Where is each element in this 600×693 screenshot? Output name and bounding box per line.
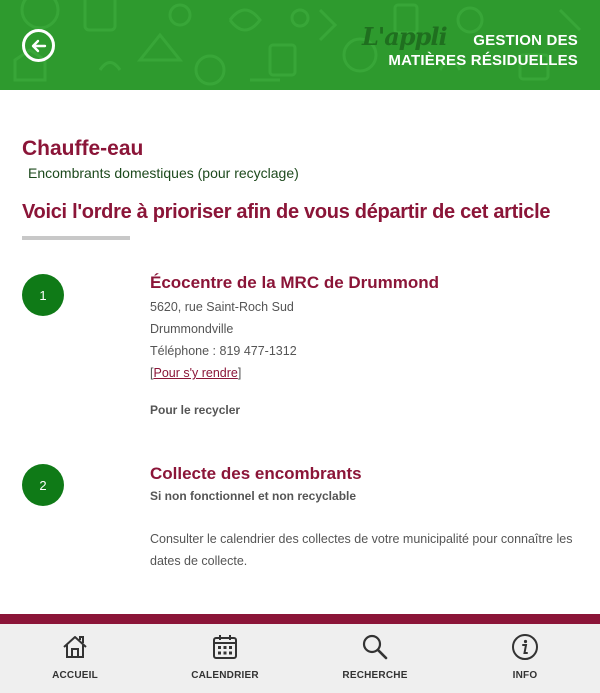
step-1-title: Écocentre de la MRC de Drummond: [150, 273, 440, 292]
link-bracket-open: [: [150, 366, 154, 380]
back-button[interactable]: [22, 29, 55, 62]
nav-label: INFO: [512, 670, 538, 681]
app-header: [0, 0, 600, 90]
item-title: Chauffe-eau: [22, 137, 144, 160]
back-arrow-icon: [31, 38, 47, 54]
step-1-directions: [150, 366, 241, 380]
step-1-city: Drummondville: [150, 322, 234, 336]
app-title: [388, 31, 578, 71]
brand-script-logo: L'appli: [362, 22, 447, 51]
nav-label: RECHERCHE: [342, 670, 408, 681]
nav-calendrier[interactable]: [150, 624, 300, 693]
link-bracket-close: ]: [237, 366, 242, 380]
nav-accueil[interactable]: [0, 624, 150, 693]
nav-label: CALENDRIER: [191, 670, 259, 681]
info-icon: [510, 632, 540, 662]
step-2-condition: Si non fonctionnel et non recyclable: [150, 489, 357, 503]
step-1-address: 5620, rue Saint-Roch Sud: [150, 300, 294, 314]
nav-label: ACCUEIL: [52, 670, 98, 681]
step-number-badge: 2: [22, 464, 64, 506]
step-number-badge: 1: [22, 274, 64, 316]
app-title-line1: GESTION DES: [473, 32, 578, 49]
nav-info[interactable]: [450, 624, 600, 693]
priority-heading: Voici l'ordre à prioriser afin de vous départir de cet article: [22, 201, 551, 223]
step-2-description: Consulter le calendrier des collectes de votre municipalité pour connaître les dates de collecte.: [150, 532, 573, 568]
nav-recherche[interactable]: [300, 624, 450, 693]
search-icon: [360, 632, 390, 662]
calendar-icon: [210, 632, 240, 662]
bottom-nav: [0, 624, 600, 693]
app-brand: [348, 22, 578, 74]
step-1-action: Pour le recycler: [150, 403, 241, 417]
heading-underline: [22, 236, 130, 240]
home-icon: [60, 632, 90, 662]
step-2-title: Collecte des encombrants: [150, 464, 362, 483]
step-1-phone: Téléphone : 819 477-1312: [150, 344, 297, 358]
directions-link[interactable]: Pour s'y rendre: [153, 366, 238, 380]
item-category: Encombrants domestiques (pour recyclage): [28, 165, 299, 181]
footer-accent-bar: [0, 614, 600, 624]
app-title-line2: MATIÈRES RÉSIDUELLES: [388, 52, 578, 69]
